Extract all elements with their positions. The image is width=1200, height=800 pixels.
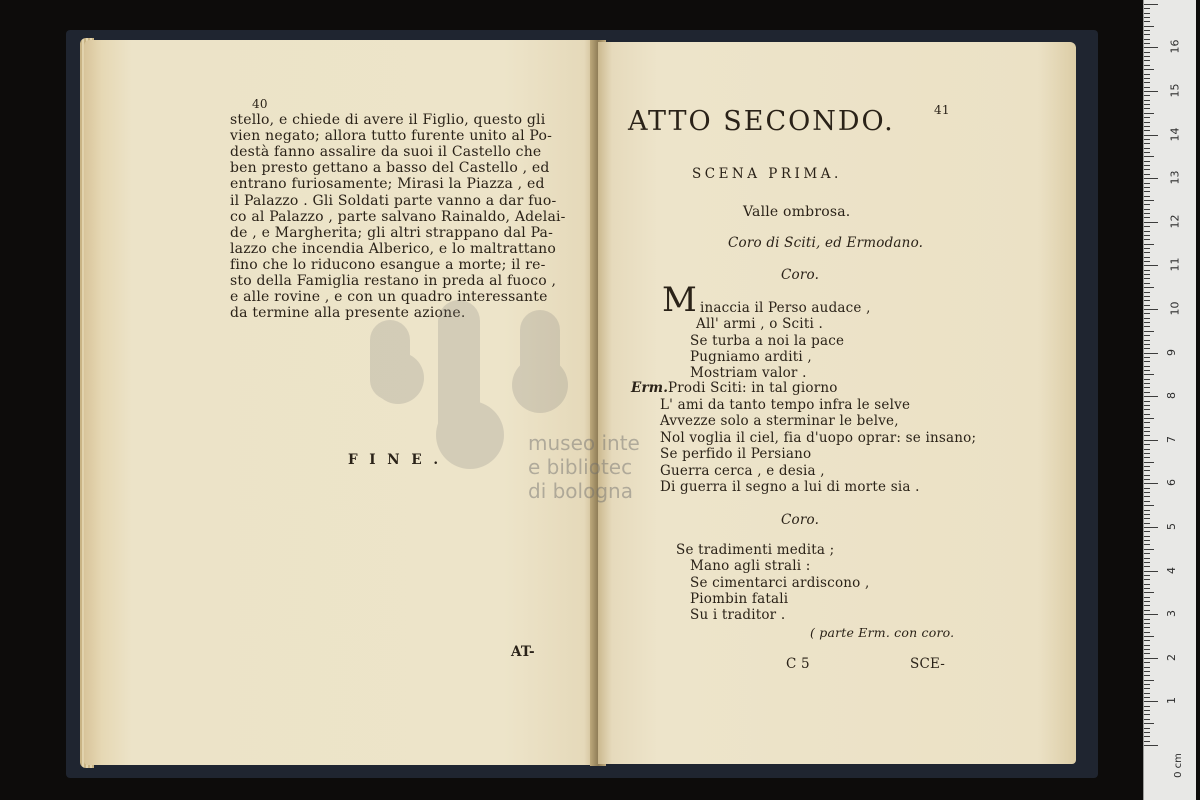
ruler-tick (1144, 470, 1150, 471)
ruler-tick (1144, 732, 1150, 733)
act-title: ATTO SECONDO. (628, 106, 895, 137)
speaker-ermodano: Erm. (631, 380, 669, 396)
ruler-tick (1144, 34, 1150, 35)
text-line: Pugniamo arditi , (690, 348, 812, 365)
text-line: stello, e chiede di avere il Figlio, questo gli (230, 112, 546, 128)
ruler-tick (1144, 632, 1150, 633)
ruler-tick (1144, 462, 1154, 463)
ruler-tick (1144, 667, 1150, 668)
ruler-tick (1144, 196, 1150, 197)
ruler-number: 7 (1165, 435, 1178, 443)
ruler-tick (1144, 161, 1150, 162)
ruler-number: 9 (1165, 348, 1178, 356)
ruler-tick (1144, 248, 1150, 249)
ruler-tick (1144, 488, 1150, 489)
text-line: Se turba a noi la pace (690, 332, 845, 349)
ruler-tick (1144, 361, 1150, 362)
ruler-tick (1144, 82, 1150, 83)
ruler-tick (1144, 697, 1150, 698)
ruler-tick (1144, 370, 1150, 371)
ruler-tick (1144, 422, 1150, 423)
text-line: lazzo che incendia Alberico, e lo maltrattano (230, 240, 556, 257)
ruler-tick (1144, 187, 1150, 188)
text-line: co al Palazzo , parte salvano Rainaldo, Adelai- (230, 208, 566, 225)
ruler-tick (1144, 387, 1150, 388)
ruler-tick (1144, 296, 1150, 297)
ruler-tick (1144, 401, 1150, 402)
ruler-tick (1144, 553, 1150, 554)
ruler-tick (1144, 300, 1150, 301)
ruler-tick (1144, 575, 1150, 576)
ruler-tick (1144, 579, 1150, 580)
ruler-tick (1144, 741, 1150, 742)
ruler-tick (1144, 675, 1150, 676)
ruler-tick (1144, 47, 1158, 48)
ruler-tick (1144, 108, 1150, 109)
page-number: 41 (934, 103, 950, 117)
measurement-ruler (1143, 0, 1196, 800)
ruler-number: 15 (1168, 83, 1182, 98)
ruler-tick (1144, 348, 1150, 349)
ruler-tick (1144, 523, 1150, 524)
text-line: entrano furiosamente; Mirasi la Piazza , ed (230, 176, 545, 193)
ruler-tick (1144, 544, 1150, 545)
ruler-tick (1144, 357, 1150, 358)
ruler-tick (1144, 252, 1150, 253)
ruler-tick (1144, 693, 1150, 694)
ruler-number: 13 (1168, 170, 1182, 185)
text-line: Nol voglia il ciel, fia d'uopo oprar: se insano; (660, 429, 977, 446)
ruler-number: 8 (1165, 392, 1178, 400)
ruler-tick (1144, 126, 1150, 127)
text-line: vien negato; allora tutto furente unito al Po- (230, 128, 553, 145)
ruler-tick (1144, 74, 1150, 75)
scene-title: SCENA PRIMA. (692, 166, 842, 182)
ruler-tick (1144, 601, 1150, 602)
ruler-tick (1144, 287, 1154, 288)
text-line: Mostriam valor . (690, 365, 807, 382)
ruler-tick (1144, 244, 1154, 245)
ruler-tick (1144, 531, 1150, 532)
text-line: Avvezze solo a sterminar le belve, (660, 413, 899, 429)
ruler-tick (1144, 52, 1150, 53)
scene-characters: Coro di Sciti, ed Ermodano. (728, 235, 924, 251)
ruler-tick (1144, 427, 1150, 428)
ruler-tick (1144, 658, 1158, 659)
ruler-tick (1144, 653, 1150, 654)
page-number: 40 (252, 97, 268, 111)
ruler-tick (1144, 270, 1150, 271)
text-line: L' ami da tanto tempo infra le selve (660, 396, 911, 413)
ruler-tick (1144, 239, 1150, 240)
ruler-tick (1144, 684, 1150, 685)
ruler-tick (1144, 409, 1150, 410)
ruler-tick (1144, 475, 1150, 476)
text-line: e alle rovine , e con un quadro interessante (230, 289, 548, 306)
text-line: ben presto gettano a basso del Castello , ed (230, 160, 550, 177)
ruler-tick (1144, 453, 1150, 454)
ruler-tick (1144, 444, 1150, 445)
ruler-number: 4 (1165, 566, 1178, 574)
ruler-tick (1144, 714, 1150, 715)
scene-setting: Valle ombrosa. (743, 204, 851, 220)
ruler-tick (1144, 440, 1158, 441)
ruler-tick (1144, 392, 1150, 393)
ruler-tick (1144, 379, 1150, 380)
ruler-tick (1144, 65, 1150, 66)
ruler-tick (1144, 331, 1154, 332)
speaker-coro: Coro. (781, 267, 820, 283)
text-line: Su i traditor . (690, 607, 786, 624)
ruler-tick (1144, 623, 1150, 624)
ruler-tick (1144, 614, 1158, 615)
ruler-tick (1144, 309, 1158, 310)
ruler-tick (1144, 340, 1150, 341)
ruler-tick (1144, 414, 1150, 415)
ruler-tick (1144, 540, 1150, 541)
ruler-number: 11 (1168, 257, 1182, 272)
ruler-tick (1144, 13, 1150, 14)
ruler-tick (1144, 431, 1150, 432)
ruler-tick (1144, 178, 1158, 179)
ruler-number: 16 (1168, 39, 1182, 54)
ruler-tick (1144, 217, 1150, 218)
ruler-tick (1144, 43, 1150, 44)
ruler-tick (1144, 619, 1150, 620)
ruler-tick (1144, 283, 1150, 284)
ruler-number: 12 (1168, 214, 1182, 229)
ruler-tick (1144, 571, 1158, 572)
ruler-tick (1144, 706, 1150, 707)
ruler-number: 6 (1165, 479, 1178, 487)
watermark-text: e bibliotec (528, 455, 633, 479)
ruler-tick (1144, 610, 1150, 611)
ruler-tick (1144, 518, 1150, 519)
ruler-tick (1144, 396, 1158, 397)
ruler-number: 10 (1168, 301, 1182, 316)
ruler-tick (1144, 39, 1150, 40)
ruler-tick (1144, 17, 1150, 18)
ruler-tick (1144, 562, 1150, 563)
watermark-text: di bologna (528, 479, 633, 503)
ruler-number: 2 (1165, 653, 1178, 661)
ruler-number: 3 (1165, 610, 1178, 618)
text-line: Se cimentarci ardiscono , (690, 574, 870, 591)
ruler-tick (1144, 313, 1150, 314)
ruler-tick (1144, 278, 1150, 279)
ruler-tick (1144, 231, 1150, 232)
ruler-tick (1144, 213, 1150, 214)
text-line: Piombin fatali (690, 590, 789, 607)
ruler-tick (1144, 374, 1154, 375)
ruler-tick (1144, 723, 1154, 724)
ruler-tick (1144, 100, 1150, 101)
ruler-unit: 0 cm (1172, 753, 1184, 778)
ruler-tick (1144, 457, 1150, 458)
text-line: sto della Famiglia restano in preda al fuoco , (230, 273, 557, 289)
ruler-tick (1144, 627, 1150, 628)
ruler-tick (1144, 165, 1150, 166)
ruler-tick (1144, 305, 1150, 306)
ruler-tick (1144, 549, 1154, 550)
ruler-tick (1144, 8, 1150, 9)
ruler-tick (1144, 56, 1150, 57)
ruler-tick (1144, 366, 1150, 367)
ruler-tick (1144, 736, 1150, 737)
ruler-tick (1144, 87, 1150, 88)
text-line: da termine alla presente azione. (230, 305, 466, 322)
ruler-tick (1144, 745, 1158, 746)
ruler-number: 14 (1168, 127, 1182, 142)
ruler-tick (1144, 143, 1150, 144)
ruler-tick (1144, 353, 1158, 354)
text-line: il Palazzo . Gli Soldati parte vanno a dar fuo- (230, 192, 557, 209)
ruler-tick (1144, 605, 1150, 606)
ruler-tick (1144, 662, 1150, 663)
ruler-tick (1144, 235, 1150, 236)
text-line: inaccia il Perso audace , (700, 300, 871, 316)
ruler-tick (1144, 597, 1150, 598)
ruler-number: 1 (1165, 697, 1178, 705)
ruler-tick (1144, 510, 1150, 511)
catchword: SCE- (910, 656, 946, 672)
ruler-tick (1144, 174, 1150, 175)
ruler-tick (1144, 135, 1158, 136)
ruler-tick (1144, 148, 1150, 149)
stage-direction: ( parte Erm. con coro. (810, 625, 955, 640)
ruler-tick (1144, 91, 1158, 92)
ruler-tick (1144, 204, 1150, 205)
ruler-tick (1144, 265, 1158, 266)
ruler-tick (1144, 318, 1150, 319)
ruler-tick (1144, 536, 1150, 537)
ruler-tick (1144, 21, 1150, 22)
ruler-tick (1144, 226, 1150, 227)
text-line: Se tradimenti medita ; (676, 542, 835, 558)
ruler-tick (1144, 636, 1154, 637)
ruler-tick (1144, 483, 1158, 484)
ruler-tick (1144, 156, 1154, 157)
ruler-tick (1144, 200, 1154, 201)
speaker-coro: Coro. (781, 512, 820, 528)
ruler-tick (1144, 183, 1150, 184)
ruler-tick (1144, 122, 1150, 123)
ruler-tick (1144, 527, 1158, 528)
ruler-tick (1144, 728, 1150, 729)
ruler-tick (1144, 566, 1150, 567)
drop-cap: M (662, 280, 698, 320)
ruler-tick (1144, 344, 1150, 345)
catchword: AT- (511, 644, 535, 660)
text-line: de , e Margherita; gli altri strappano dal Pa- (230, 224, 554, 241)
ruler-tick (1144, 169, 1150, 170)
ruler-tick (1144, 649, 1150, 650)
text-line: Prodi Sciti: in tal giorno (668, 380, 838, 396)
text-line: Guerra cerca , e desia , (660, 462, 825, 479)
ruler-tick (1144, 680, 1154, 681)
ruler-tick (1144, 501, 1150, 502)
text-line: All' armi , o Sciti . (696, 316, 823, 333)
ruler-tick (1144, 558, 1150, 559)
ruler-tick (1144, 191, 1150, 192)
ruler-tick (1144, 466, 1150, 467)
ruler-tick (1144, 688, 1150, 689)
ruler-tick (1144, 104, 1150, 105)
ruler-tick (1144, 719, 1150, 720)
ruler-tick (1144, 113, 1154, 114)
ruler-tick (1144, 139, 1150, 140)
ruler-tick (1144, 130, 1150, 131)
ruler-tick (1144, 640, 1150, 641)
ruler-tick (1144, 117, 1150, 118)
text-line: fino che lo riducono esangue a morte; il re- (230, 256, 546, 273)
ruler-tick (1144, 496, 1150, 497)
ruler-tick (1144, 479, 1150, 480)
ruler-tick (1144, 588, 1150, 589)
ruler-tick (1144, 261, 1150, 262)
ruler-tick (1144, 78, 1150, 79)
ruler-tick (1144, 592, 1154, 593)
ruler-tick (1144, 492, 1150, 493)
ruler-tick (1144, 335, 1150, 336)
ruler-tick (1144, 292, 1150, 293)
ruler-number: 5 (1165, 523, 1178, 530)
ruler-tick (1144, 701, 1158, 702)
ruler-tick (1144, 222, 1158, 223)
text-line: Mano agli strali : (690, 558, 811, 575)
ruler-tick (1144, 257, 1150, 258)
ruler-tick (1144, 383, 1150, 384)
text-line: Di guerra il segno a lui di morte sia . (660, 479, 920, 495)
watermark-text: museo inte (528, 431, 640, 455)
ruler-tick (1144, 274, 1150, 275)
ruler-tick (1144, 405, 1150, 406)
ruler-tick (1144, 322, 1150, 323)
text-line: Se perfido il Persiano (660, 446, 812, 462)
ruler-tick (1144, 584, 1150, 585)
ruler-tick (1144, 4, 1158, 5)
ruler-tick (1144, 710, 1150, 711)
ruler-tick (1144, 418, 1154, 419)
ruler-tick (1144, 60, 1150, 61)
fine-label: F I N E . (348, 452, 442, 468)
ruler-tick (1144, 645, 1150, 646)
ruler-tick (1144, 69, 1154, 70)
ruler-tick (1144, 449, 1150, 450)
ruler-tick (1144, 671, 1150, 672)
ruler-tick (1144, 326, 1150, 327)
ruler-tick (1144, 505, 1154, 506)
ruler-tick (1144, 30, 1150, 31)
ruler-tick (1144, 514, 1150, 515)
ruler-tick (1144, 152, 1150, 153)
ruler-tick (1144, 95, 1150, 96)
ruler-tick (1144, 26, 1154, 27)
ruler-tick (1144, 209, 1150, 210)
ruler-tick (1144, 435, 1150, 436)
text-line: destà fanno assalire da suoi il Castello che (230, 144, 542, 161)
signature-mark: C 5 (786, 656, 810, 672)
